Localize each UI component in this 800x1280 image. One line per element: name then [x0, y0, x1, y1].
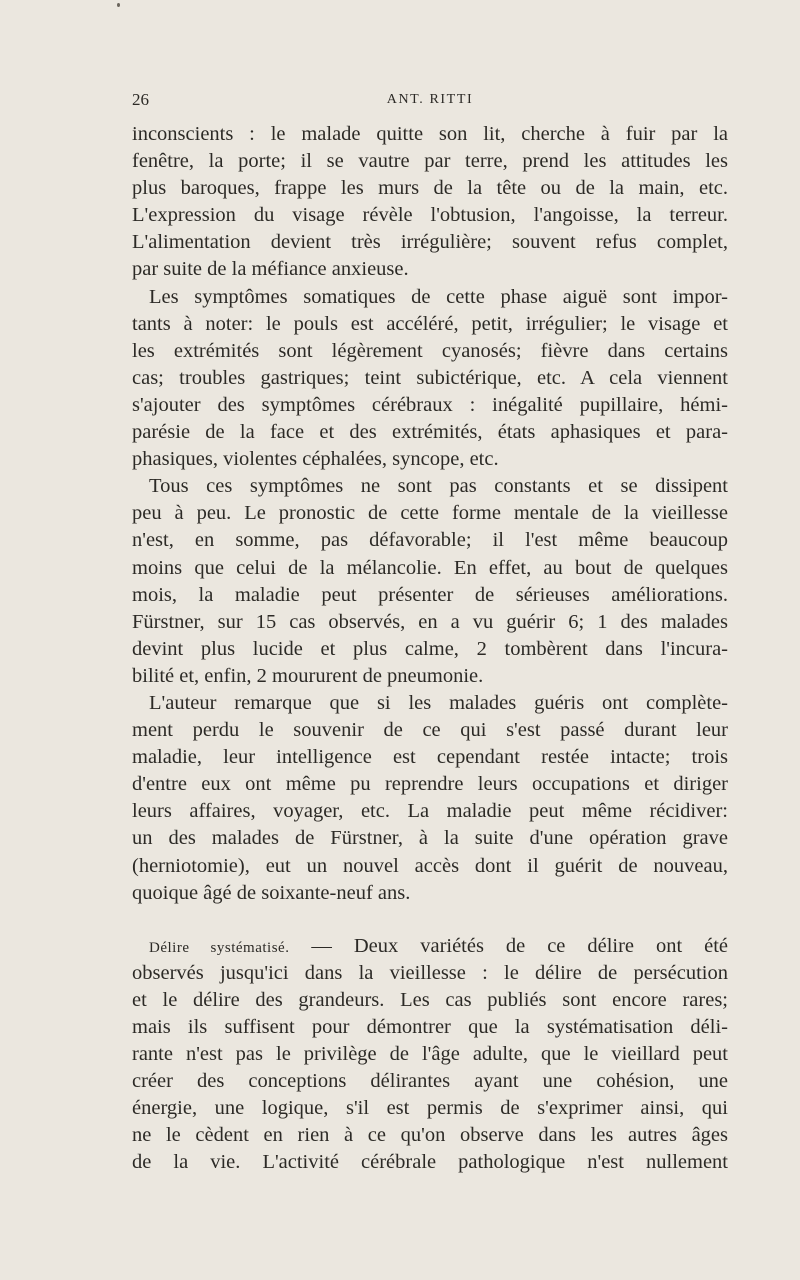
section-first-line: — Deux variétés de ce délire ont été	[289, 934, 728, 957]
text-line: ment perdu le souvenir de ce qui s'est passé durant leur	[132, 719, 728, 742]
text-line: Fürstner, sur 15 cas observés, en a vu guérir 6; 1 des malades	[132, 610, 728, 633]
section-paragraph	[132, 933, 728, 1177]
text-line: créer des conceptions délirantes ayant une cohésion, une	[132, 1070, 728, 1093]
text-line: Tous ces symptômes ne sont pas constants et se dissipent	[149, 475, 728, 498]
text-line: n'est, en somme, pas défavorable; il l'est même beaucoup	[132, 529, 728, 552]
paragraph	[132, 690, 728, 907]
text-line: par suite de la méfiance anxieuse.	[132, 258, 409, 281]
section-heading: Délire systématisé.	[149, 939, 290, 956]
text-line: plus baroques, frappe les murs de la tête ou de la main, etc.	[132, 177, 728, 200]
text-line: d'entre eux ont même pu reprendre leurs occupations et diriger	[132, 773, 728, 796]
text-line: énergie, une logique, s'il est permis de s'exprimer ainsi, qui	[132, 1097, 728, 1120]
page-header	[132, 88, 728, 112]
text-line	[132, 933, 728, 960]
text-line: et le délire des grandeurs. Les cas publiés sont encore rares;	[132, 988, 728, 1011]
text-line: L'auteur remarque que si les malades guéris ont complète-	[149, 691, 728, 714]
section-gap	[132, 907, 728, 933]
text-line: rante n'est pas le privilège de l'âge adulte, que le vieillard peut	[132, 1043, 728, 1066]
text-line: s'ajouter des symptômes cérébraux : inégalité pupillaire, hémi-	[132, 393, 728, 416]
text-line: cas; troubles gastriques; teint subictérique, etc. A cela viennent	[132, 366, 728, 389]
running-head: ANT. RITTI	[386, 92, 474, 107]
paragraph	[132, 284, 728, 474]
paper-spot	[117, 3, 120, 7]
text-line: (herniotomie), eut un nouvel accès dont il guérit de nouveau,	[132, 854, 728, 877]
text-line: parésie de la face et des extrémités, états aphasiques et para-	[132, 421, 728, 444]
text-line: bilité et, enfin, 2 moururent de pneumonie.	[132, 664, 484, 687]
paragraph	[132, 121, 728, 284]
text-line: inconscients : le malade quitte son lit, cherche à fuir par la	[132, 123, 728, 145]
text-line: ne le cèdent en rien à ce qu'on observe dans les autres âges	[132, 1124, 728, 1147]
text-line: L'expression du visage révèle l'obtusion, l'angoisse, la terreur.	[132, 204, 728, 227]
text-line: moins que celui de la mélancolie. En effet, au bout de quelques	[132, 556, 728, 579]
body-text	[132, 121, 728, 1177]
text-line: observés jusqu'ici dans la vieillesse : le délire de persécution	[132, 961, 728, 984]
text-line: de la vie. L'activité cérébrale pathologique n'est nullement	[132, 1151, 728, 1174]
text-line: un des malades de Fürstner, à la suite d'une opération grave	[132, 827, 728, 850]
text-line: leurs affaires, voyager, etc. La maladie peut même récidiver:	[132, 800, 728, 823]
text-line: devint plus lucide et plus calme, 2 tombèrent dans l'incura-	[132, 637, 728, 660]
text-line: phasiques, violentes céphalées, syncope, etc.	[132, 448, 499, 471]
text-line: quoique âgé de soixante-neuf ans.	[132, 881, 411, 904]
text-line: L'alimentation devient très irrégulière; souvent refus complet,	[132, 231, 728, 254]
text-line: tants à noter: le pouls est accéléré, petit, irrégulier; le visage et	[132, 312, 728, 335]
text-line: maladie, leur intelligence est cependant restée intacte; trois	[132, 746, 728, 769]
page-number: 26	[132, 90, 149, 109]
text-line: mois, la maladie peut présenter de sérieuses améliorations.	[132, 583, 728, 606]
text-line: mais ils suffisent pour démontrer que la systématisation déli-	[132, 1016, 728, 1038]
text-line: les extrémités sont légèrement cyanosés; fièvre dans certains	[132, 339, 728, 362]
text-line: peu à peu. Le pronostic de cette forme mentale de la vieillesse	[132, 502, 728, 525]
paragraph	[132, 473, 728, 690]
text-line: Les symptômes somatiques de cette phase aiguë sont impor-	[149, 285, 728, 308]
text-line: fenêtre, la porte; il se vautre par terre, prend les attitudes les	[132, 150, 728, 173]
